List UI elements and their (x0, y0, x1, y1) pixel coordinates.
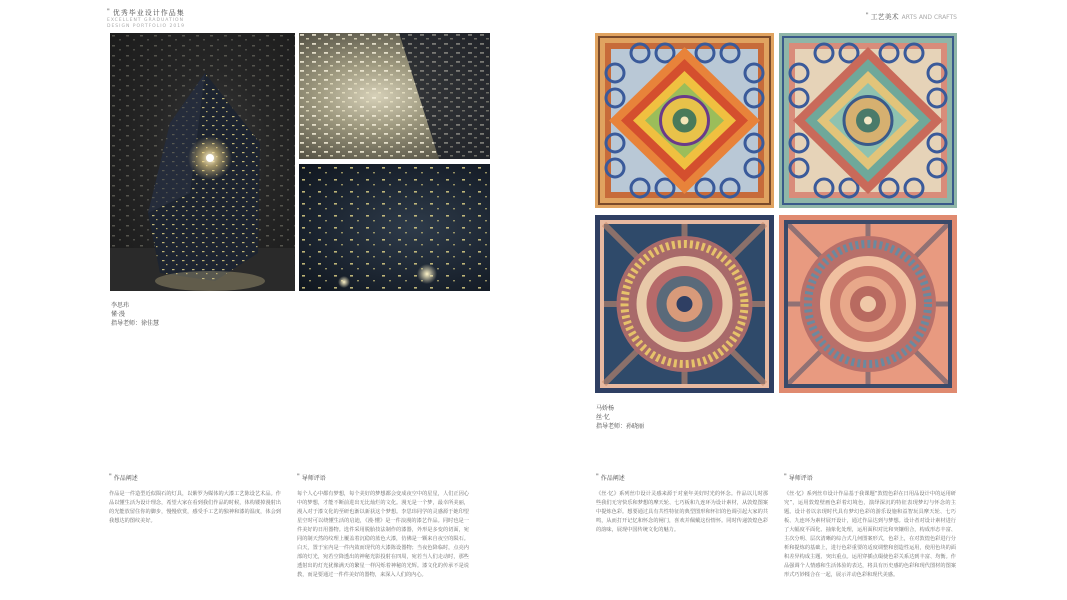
right-review-text: 《丝·忆》系列丝巾设计作品基于我课题“敦煌色彩在日用品设计中的运用研究”，运用敦煌壁画色彩着幻境色，演绎深沉的特征表现梦幻与怀念的主题。设计者以亲现时代具有梦幻色彩的游乐设施和益智玩具摩天轮、七巧板、九连环为素材展开设计，通过作品达到与梦想。设计者对设计素材进行了大幅度平面化、抽象化处理，运用面积对比和突镶组合，构成形态丰富、主次分明、层次清晰的综合式几何图案形式，色彩上，在对敦煌色彩进行分析和提炼的基础上，进行色彩重要的适度调整和创造性运用，使用色块的面积差异构成主题、突出重点。运用穿插点缀使色彩关系达到丰富、均衡。作品强调个人情感和生活体验的表达，将具有历史感的色彩和现代图材的图案形式巧妙糅合在一起，展示并动色彩和现代美感。 (784, 491, 956, 578)
right-work-title: 丝·忆 (596, 414, 610, 421)
superscript-mark: " (297, 473, 300, 480)
header-left (107, 8, 185, 30)
lamp-photo-light-pattern (299, 33, 490, 159)
right-advisor: 指导老师：孙晓丽 (596, 423, 645, 430)
portfolio-subtitle-2: DESIGN PORTFOLIO 2019 (107, 24, 185, 29)
scarf-green (779, 33, 957, 208)
left-intro-text: 作品是一件造型近似陨石的灯具，以紫罗为媒体的大漆工艺陈设艺术品。作品以懂生活为设计理念，希望大家在看到我们作品的时候，体构镂掉漫射出的光能放留住你的脚步，慢慢欣赏，感受手工艺的独神和漆的温度，体会到我想达的图纹美好。 (109, 491, 281, 524)
left-intro-section (109, 473, 281, 526)
right-author: 马娇杨 (596, 405, 615, 412)
right-caption (596, 404, 644, 431)
left-advisor: 指导老师：徐佳慧 (111, 320, 160, 327)
scarf-coral-wheel (779, 215, 957, 393)
left-author: 李思玮 (111, 302, 130, 309)
left-review-section (297, 473, 469, 580)
right-review-heading: 导师评语 (788, 475, 813, 482)
right-intro-text: 《丝·忆》系列丝巾设计灵感来源于对童年美好时光的怀念。作品以儿时那些我们无穷快乐和梦想的摩天轮、七巧板和九连环为设计素材，从敦煌图案中提炼色彩。想要通过具有共性特征的典型图形和怀旧的色调引起大家的共鸣，从而打开记忆和怀念的闸门，喜欢并佩戴这份情怀。同时传递敦煌色彩的韵味，展现中国传统文化的魅力。 (596, 491, 768, 533)
left-review-heading: 导师评语 (301, 475, 326, 482)
right-review-section (784, 473, 956, 580)
left-intro-heading: 作品阐述 (113, 475, 138, 482)
portfolio-subtitle-1: EXCELLENT GRADUATION (107, 18, 184, 23)
left-work-title: 懂·漫 (111, 311, 125, 318)
lamp-photo-main (110, 33, 295, 291)
superscript-mark: " (784, 473, 787, 480)
superscript-mark: " (109, 473, 112, 480)
right-intro-heading: 作品阐述 (600, 475, 625, 482)
left-review-text: 每个人心中都有梦想，每个美好的梦想都会变成夜空中的星星，人们正因心中的梦想，才能不断前进出无比灿烂的文化。漫无是一个梦，最幸所美丽，漫入对于漆文化的至研也渐以新获这个梦想。李思玮同学的灵感源于她印望星空时可以绕懂生活的启迪，《漫·懂》是一件浪漫的漆艺作品。同时也是一件美好的日用器物。选件采用脱胎技法制作的漆器，外形是多变的切面，宛同的制天然的纹理上覆盖着沉稳的蓝色大漆，仿佛是一颗来自夜空的陨石。白天，置于室内是一件内敛而现代的大漆陈设器物；当夜色降临时，点亮内部的灯光，宛若空降透出的神秘光影投射在四周，宛若当人们走动时，那些透射出的灯光犹像满天的繁星一样闪烁着神秘的光辉。漆文化的传承不是说教，而是要通过一件件美好的器物，来深入人们的内心。 (297, 491, 469, 578)
scarf-orange (595, 33, 774, 208)
superscript-mark: " (865, 12, 869, 19)
category-title-en: ARTS AND CRAFTS (901, 14, 957, 21)
superscript-mark: " (596, 473, 599, 480)
category-title: 工艺美术 (870, 13, 899, 21)
portfolio-title: 优秀毕业设计作品集 (112, 9, 185, 17)
header-right (866, 12, 957, 22)
scarf-blue-wheel (595, 215, 774, 393)
superscript-mark: " (107, 8, 111, 15)
right-intro-section (596, 473, 768, 535)
lamp-photo-closeup (299, 164, 490, 291)
left-caption (111, 301, 159, 328)
